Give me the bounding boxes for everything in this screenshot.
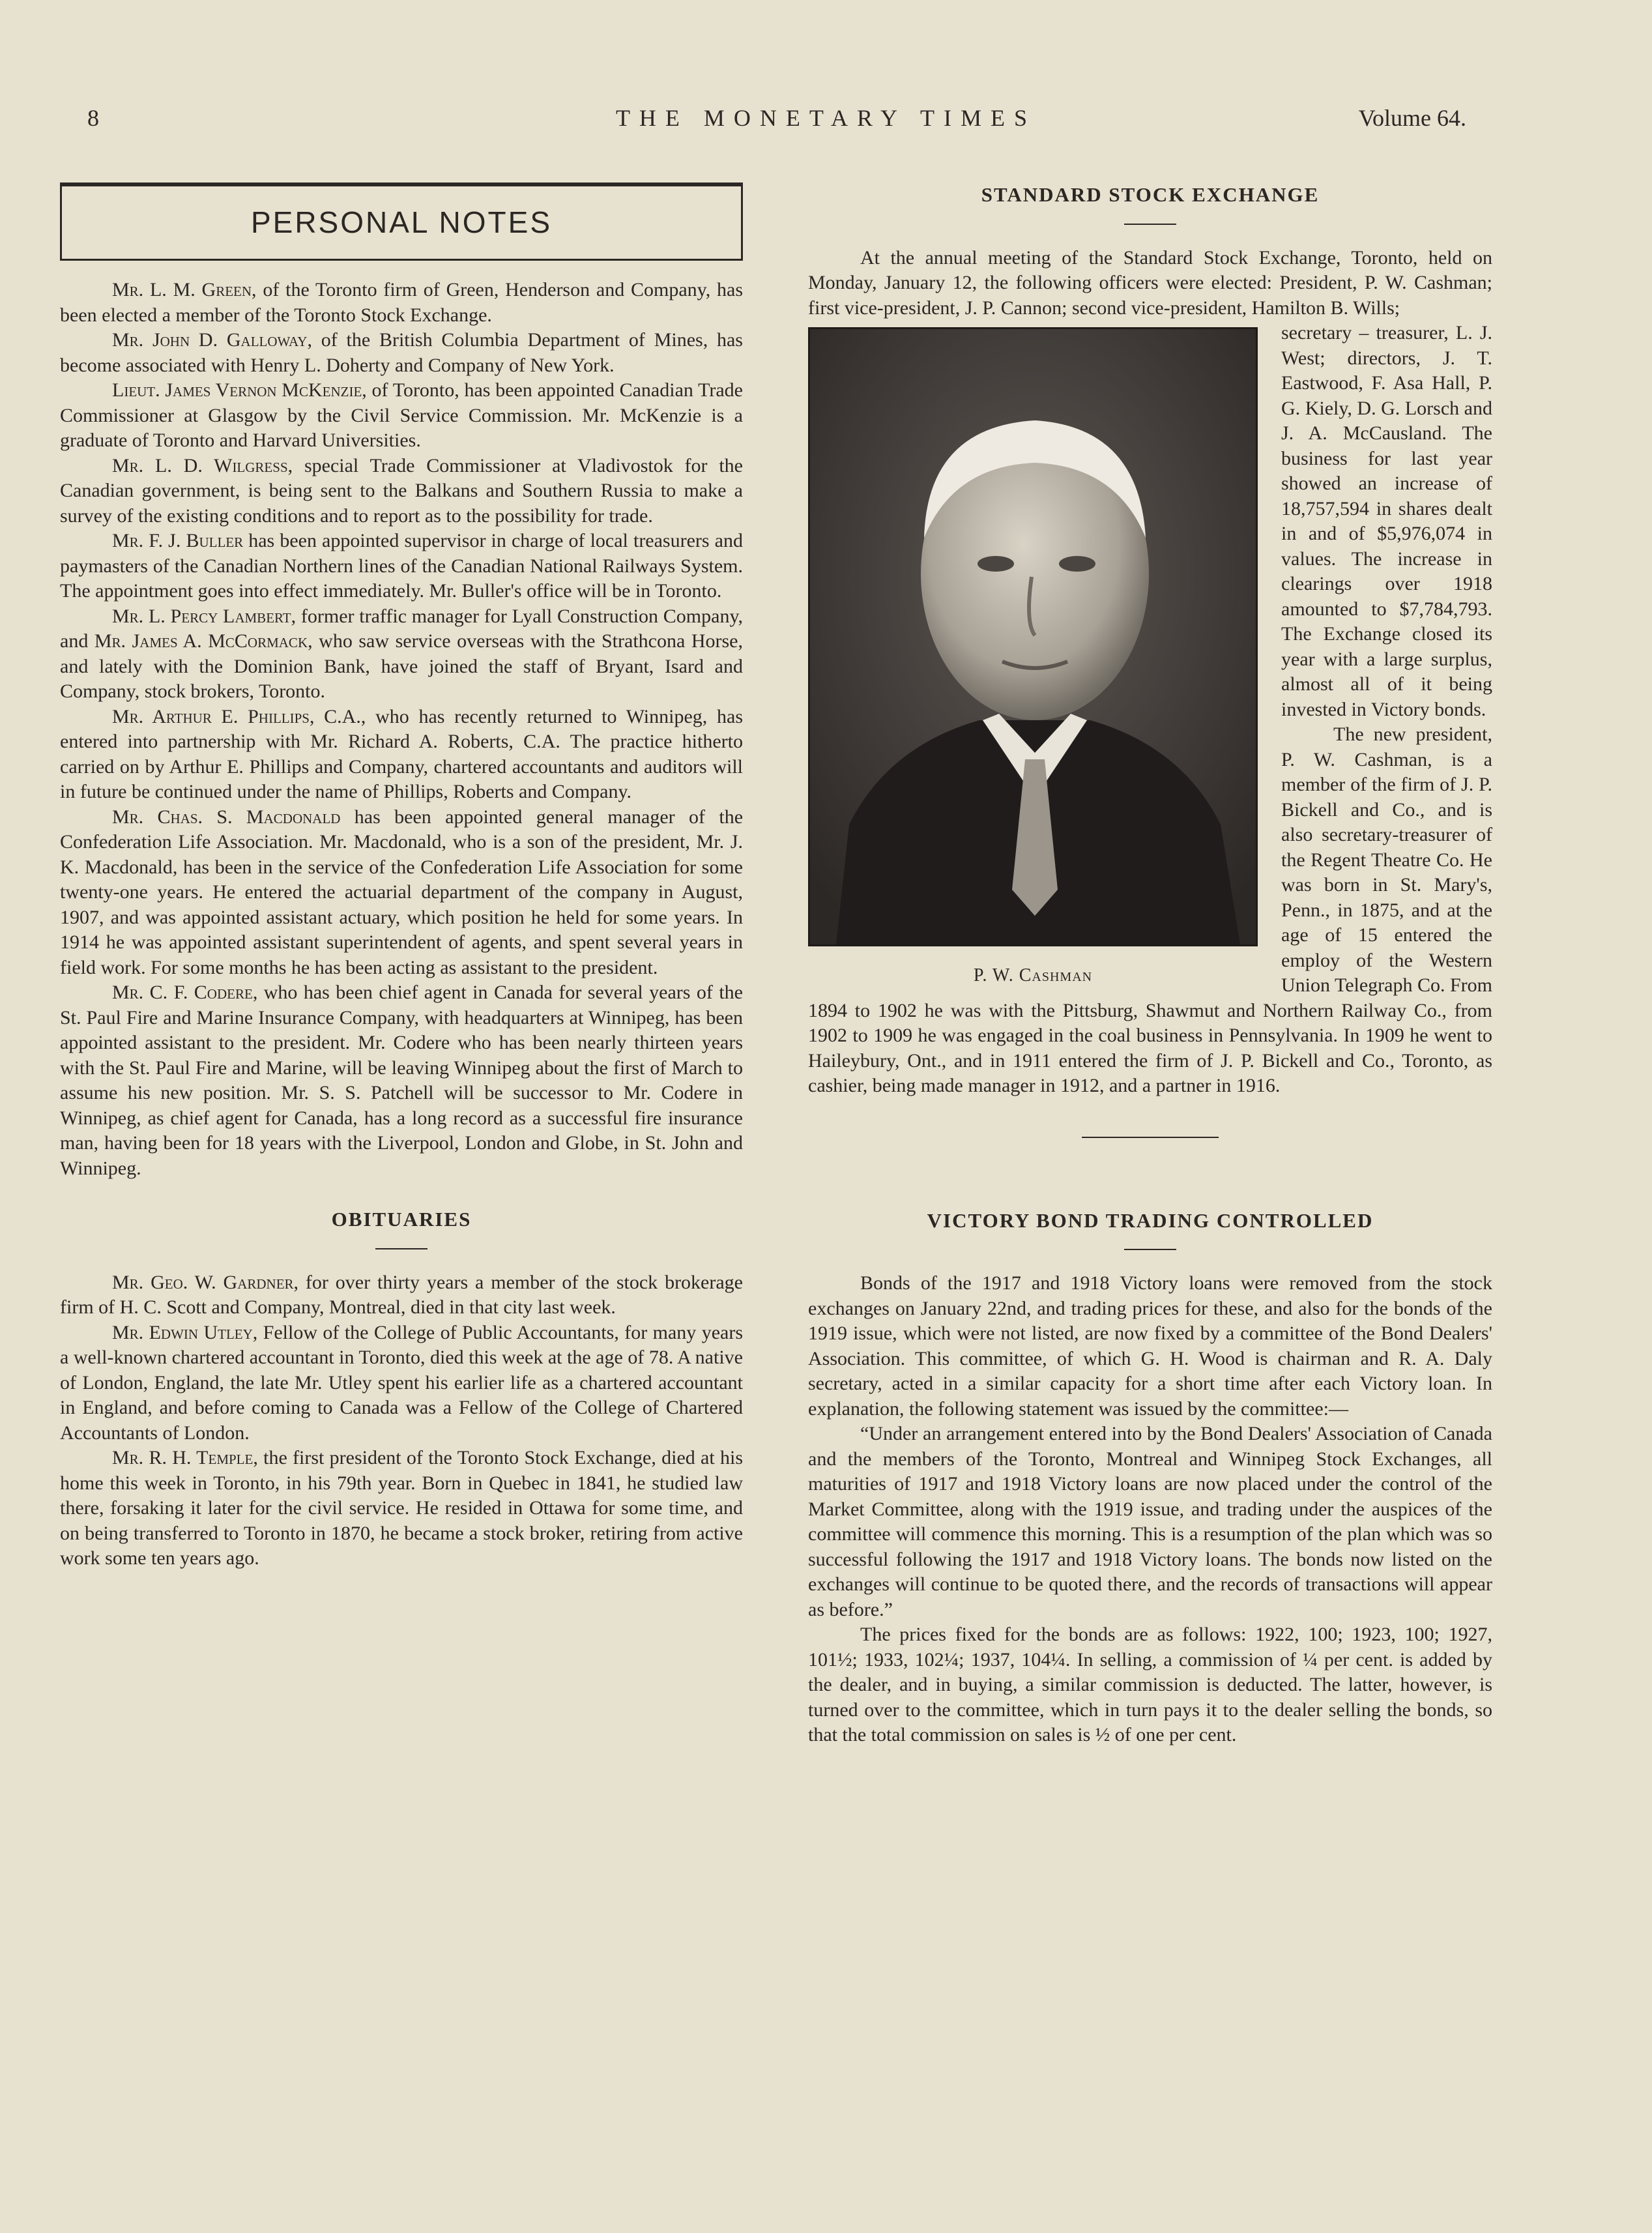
left-column [60,182,743,1571]
portrait-illustration [810,329,1256,944]
journal-title: THE MONETARY TIMES [615,105,1037,131]
obituary-name: Mr. Edwin Utley [112,1321,253,1343]
page-number: 8 [87,105,99,131]
note-text: , C.A., who has recently returned to Winnipeg, has entered into partnership with Mr. Richard A. Roberts, C.A. The practice hitherto carried on by Arthur E. Phillips and Company, chartered accountants and auditors will in future be continued under the name of Phillips, Roberts and Company. [60,705,744,802]
note-name: Mr. John D. Galloway [112,329,308,351]
note-item [60,328,743,378]
obituary-item [60,1270,743,1321]
note-text: , former traffic manager for Lyall Construction Company, and [60,605,743,652]
volume-label: Volume 64. [1358,105,1466,131]
note-text: , of the Toronto firm of Green, Henderson and Company, has been elected a member of the Toronto Stock Exchange. [60,279,743,326]
note-item [60,705,743,805]
standard-intro: At the annual meeting of the Standard Stock Exchange, Toronto, held on Monday, January 12, the following officers were elected: President, P. W. Cashman; first vice-president, J. P. Cannon; second vice-president, Hamilton B. Wills; [808,246,1492,319]
note-text: , who has been chief agent in Canada for several years of the St. Paul Fire and Marine Insurance Company, with headquarters at Winnipeg, has been appointed assistant to the president. Mr. Codere who has been nearly thirteen years with the St. Paul Fire and Marine, will be leaving Winnipeg about the first of March to assume his new position. Mr. S. S. Patchell will be successor to Mr. Codere in Winnipeg, as chief agent for Canada, has a long record as a successful fire insurance man, having been for 18 years with the Liverpool, London and Globe, in St. John and Winnipeg. [60,982,743,1179]
note-text: has been appointed general manager of the Confederation Life Association. Mr. Macdonald, who is a son of the president, Mr. J. K. Macdonald, has been in the service of the Confederation Life Association for some twenty-one years. He entered the actuarial department of the company in August, 1907, and was appointed assistant actuary, which position he held for some years. In 1914 he was appointed assistant superintendent of agents, and spent several years in field work. For some months he has been acting as assistant to the president. [60,806,744,978]
portrait-figure [808,327,1258,989]
note-item [60,278,743,328]
note-item [60,980,743,1181]
separator-rule [1082,1137,1219,1138]
obituary-name: Mr. Geo. W. Gardner [112,1271,294,1293]
note-name: Mr. Chas. S. Macdonald [112,806,341,828]
personal-notes-box [60,182,743,261]
obituary-text: , the first president of the Toronto Stock Exchange, died at his home this week in Toronto, in his 79th year. Born in Quebec in 1841, he studied law there, forsaking it later for the civil service. He resided in Ottawa for some time, and on being transferred to Toronto in 1870, he became a stock broker, retiring from active work some ten years ago. [60,1447,743,1569]
note-item [60,378,743,454]
obituary-item [60,1321,743,1446]
victory-bond-title: VICTORY BOND TRADING CONTROLLED [927,1208,1374,1232]
obituaries-title: OBITUARIES [331,1208,472,1231]
obituary-text: , for over thirty years a member of the stock brokerage firm of H. C. Scott and Company, Montreal, died in that city last week. [60,1271,743,1318]
portrait-caption: P. W. Cashman [973,965,1093,985]
standard-officers-text: secretary – treasurer, L. J. West; directors, J. T. Eastwood, F. Asa Hall, P. G. Kiely, D. G. Lorsch and J. A. McCausland. The business for last year showed an increase of 18,757,594 in shares dealt in and of $5,976,074 in values. The increase in clearings over 1918 amounted to $7,784,793. The Exchange closed its year with a large surplus, almost all of it being invested in Victory bonds. [1281,322,1492,720]
note-name: Mr. Arthur E. Phillips [112,705,310,727]
standard-exchange-title: STANDARD STOCK EXCHANGE [981,183,1320,206]
personal-notes-title: PERSONAL NOTES [250,205,553,240]
section-rule [375,1248,427,1249]
note-item [60,529,743,604]
note-name: Mr. James A. McCormack [94,630,308,652]
note-name: Mr. F. J. Buller [112,530,244,551]
note-name: Mr. C. F. Codere [112,982,253,1003]
victory-paragraph: Bonds of the 1917 and 1918 Victory loans were removed from the stock exchanges on January 22nd, and trading prices for these, and also for the bonds of the 1919 issue, which were not listed, are now fixed by a committee of the Bond Dealers' Association. This committee, of which G. H. Wood is chairman and R. A. Daly secretary, acted in a similar capacity for a short time after each Victory loan. In explanation, the following statement was issued by the committee:— [808,1272,1492,1420]
note-name: Mr. L. D. Wilgress [112,454,288,476]
portrait-photo [808,327,1258,946]
note-item [60,604,743,705]
note-text: , of the British Columbia Department of Mines, has become associated with Henry L. Doherty and Company of New York. [60,329,743,376]
victory-paragraph: The prices fixed for the bonds are as follows: 1922, 100; 1923, 100; 1927, 101½; 1933, 102¼; 1937, 104¼. In selling, a commission of ¼ per cent. is added by the dealer, and in buying, a similar commission is deducted. The latter, however, is turned over to the committee, which in turn pays it to the dealer selling the bonds, so that the total commission on sales is ½ of one per cent. [808,1624,1492,1745]
note-text: , who saw service overseas with the Strathcona Horse, and lately with the Dominion Bank, have joined the staff of Bryant, Isard and Company, stock brokers, Toronto. [60,630,743,702]
victory-paragraph: “Under an arrangement entered into by the Bond Dealers' Association of Canada and the members of the Toronto, Montreal and Winnipeg Stock Exchanges, all maturities of 1917 and 1918 Victory loans are now placed under the control of the Market Committee, along with the 1919 issue, and trading under the auspices of the committee will commence this morning. This is a resumption of the plan which was so successful following the 1917 and 1918 Victory loans. The bonds now listed on the exchanges will continue to be quoted there, and the records of transactions will appear as before.” [808,1423,1492,1620]
note-item [60,454,743,529]
note-text: has been appointed supervisor in charge of local treasurers and paymasters of the Canadian Northern lines of the Canadian National Railways System. The appointment goes into effect immediately. Mr. Buller's office will be in Toronto. [60,530,743,602]
note-name: Mr. L. Percy Lambert [112,605,291,627]
right-column [808,182,1492,1748]
obituary-text: , Fellow of the College of Public Accountants, for many years a well-known chartered accountant in Toronto, died this week at the age of 78. A native of London, England, the late Mr. Utley spent his earlier life as a chartered accountant in England, and before coming to Canada was a Fellow of the College of Chartered Accountants of London. [60,1321,743,1444]
section-rule [1124,1249,1176,1250]
note-name: Mr. L. M. Green [112,279,252,300]
section-rule [1124,224,1176,225]
note-text: , special Trade Commissioner at Vladivostok for the Canadian government, is being sent to the Balkans and Southern Russia to make a survey of the existing conditions and to report as to the possibility for trade. [60,454,743,527]
obituary-name: Mr. R. H. Temple [112,1447,254,1468]
page-header [0,104,1652,143]
standard-president-text: The new president, P. W. Cashman, is a member of the firm of J. P. Bickell and Co., and is also secretary-treasurer of the Regent Theatre Co. He was born in St. Mary's, Penn., in 1875, and at the age of 15 entered the employ of the Western Union Telegraph Co. From 1894 to 1902 he was with the Pittsburg, Shawmut and Northern Railway Co., from 1902 to 1909 he was engaged in the coal business in Pennsylvania. In 1909 he went to Haileybury, Ont., and in 1911 entered the firm of J. P. Bickell and Co., Toronto, as cashier, being made manager in 1912, and a partner in 1916. [808,723,1492,1096]
note-name: Lieut. James Vernon McKenzie [112,379,362,401]
obituary-item [60,1446,743,1571]
note-item [60,805,743,981]
note-text: , of Toronto, has been appointed Canadian Trade Commissioner at Glasgow by the Civil Service Commission. Mr. McKenzie is a graduate of Toronto and Harvard Universities. [60,379,743,451]
